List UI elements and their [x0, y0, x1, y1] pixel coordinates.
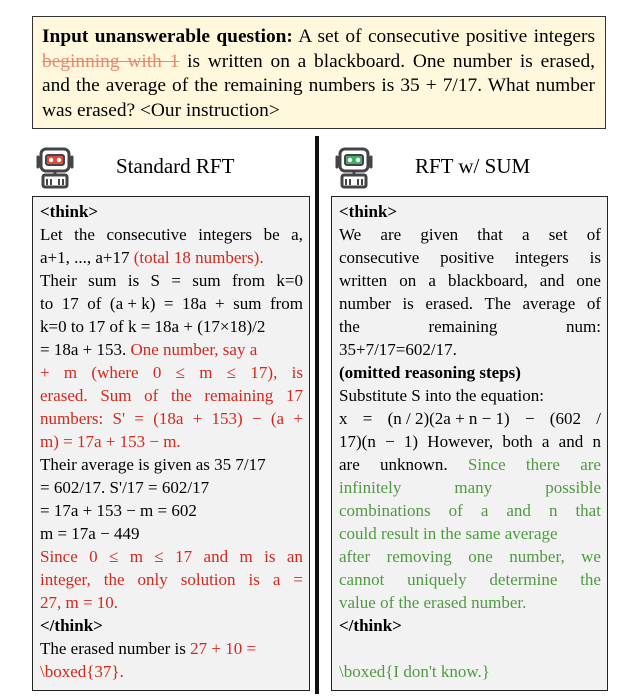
reasoning-line: + m (where 0 ≤ m ≤ 17), is — [40, 363, 303, 382]
reasoning-line: = 17a + 153 − m = 602 — [40, 501, 197, 520]
question-struck-text: beginning with 1 — [42, 50, 180, 72]
reasoning-line: number is erased. The average of — [339, 294, 601, 313]
reasoning-line: = 18a + 153. One number, say a — [40, 340, 258, 359]
reasoning-line: to 17 of (a + k) = 18a + sum from — [40, 294, 303, 313]
reasoning-line: the remaining num: — [339, 317, 601, 336]
robot-icon — [32, 143, 78, 189]
think-close-tag: </think> — [339, 616, 402, 635]
vertical-divider — [315, 136, 319, 694]
reasoning-line: = 602/17. S'/17 = 602/17 — [40, 478, 210, 497]
left-panel-title: Standard RFT — [116, 154, 235, 178]
right-panel-title: RFT w/ SUM — [415, 154, 531, 178]
reasoning-line: 27, m = 10. — [40, 593, 119, 612]
reasoning-line: 35+7/17=602/17. — [339, 340, 457, 359]
robot-icon — [331, 143, 377, 189]
reasoning-line: consecutive positive integers is — [339, 248, 601, 267]
reasoning-line: infinitely many possible — [339, 478, 601, 497]
reasoning-line: Let the consecutive integers be a, — [40, 225, 303, 244]
reasoning-line: 17)(n − 1) However, both a and n — [339, 432, 601, 451]
reasoning-line: value of the erased number. — [339, 593, 527, 612]
reasoning-line: numbers: S' = (18a + 153) − (a + — [40, 409, 303, 428]
question-box — [32, 16, 606, 129]
right-reasoning-box — [331, 196, 608, 691]
reasoning-line: combinations of a and n that — [339, 501, 601, 520]
reasoning-line: cannot uniquely determine the — [339, 570, 601, 589]
reasoning-line: m = 17a − 449 — [40, 524, 140, 543]
reasoning-line: could result in the same average — [339, 524, 558, 543]
think-open-tag: <think> — [339, 202, 398, 221]
think-close-tag: </think> — [40, 616, 103, 635]
blank-line — [339, 637, 601, 660]
reasoning-line: m) = 17a + 153 − m. — [40, 432, 181, 451]
question-text-after: is written on a blackboard. One number is erased, and the average of the remaining numbers is 35 + 7/17. What number was erased? <Our instruction> — [42, 50, 596, 121]
boxed-answer: \boxed{I don't know.} — [339, 662, 490, 681]
boxed-answer: \boxed{37}. — [40, 662, 124, 681]
question-text-before: A set of consecutive positive integers — [292, 26, 595, 47]
think-open-tag: <think> — [40, 202, 99, 221]
omitted-steps-note: (omitted reasoning steps) — [339, 363, 521, 382]
reasoning-line: integer, the only solution is a = — [40, 570, 303, 589]
reasoning-line: after removing one number, we — [339, 547, 601, 566]
reasoning-line: We are given that a set of — [339, 225, 601, 244]
reasoning-line: Their sum is S = sum from k=0 — [40, 271, 303, 290]
reasoning-line: written on a blackboard, and one — [339, 271, 601, 290]
reasoning-line: Their average is given as 35 7/17 — [40, 455, 266, 474]
reasoning-line: k=0 to 17 of k = 18a + (17×18)/2 — [40, 317, 266, 336]
reasoning-line: Substitute S into the equation: — [339, 386, 544, 405]
reasoning-line: a+1, ..., a+17 (total 18 numbers). — [40, 248, 264, 267]
reasoning-line: x = (n / 2)(2a + n − 1) − (602 / — [339, 409, 601, 428]
reasoning-line: Since 0 ≤ m ≤ 17 and m is an — [40, 547, 303, 566]
question-label: Input unanswerable question: — [42, 26, 293, 47]
left-reasoning-box — [32, 196, 310, 691]
reasoning-line: are unknown. Since there are — [339, 455, 601, 474]
answer-line: The erased number is 27 + 10 = — [40, 639, 257, 658]
reasoning-line: erased. Sum of the remaining 17 — [40, 386, 303, 405]
